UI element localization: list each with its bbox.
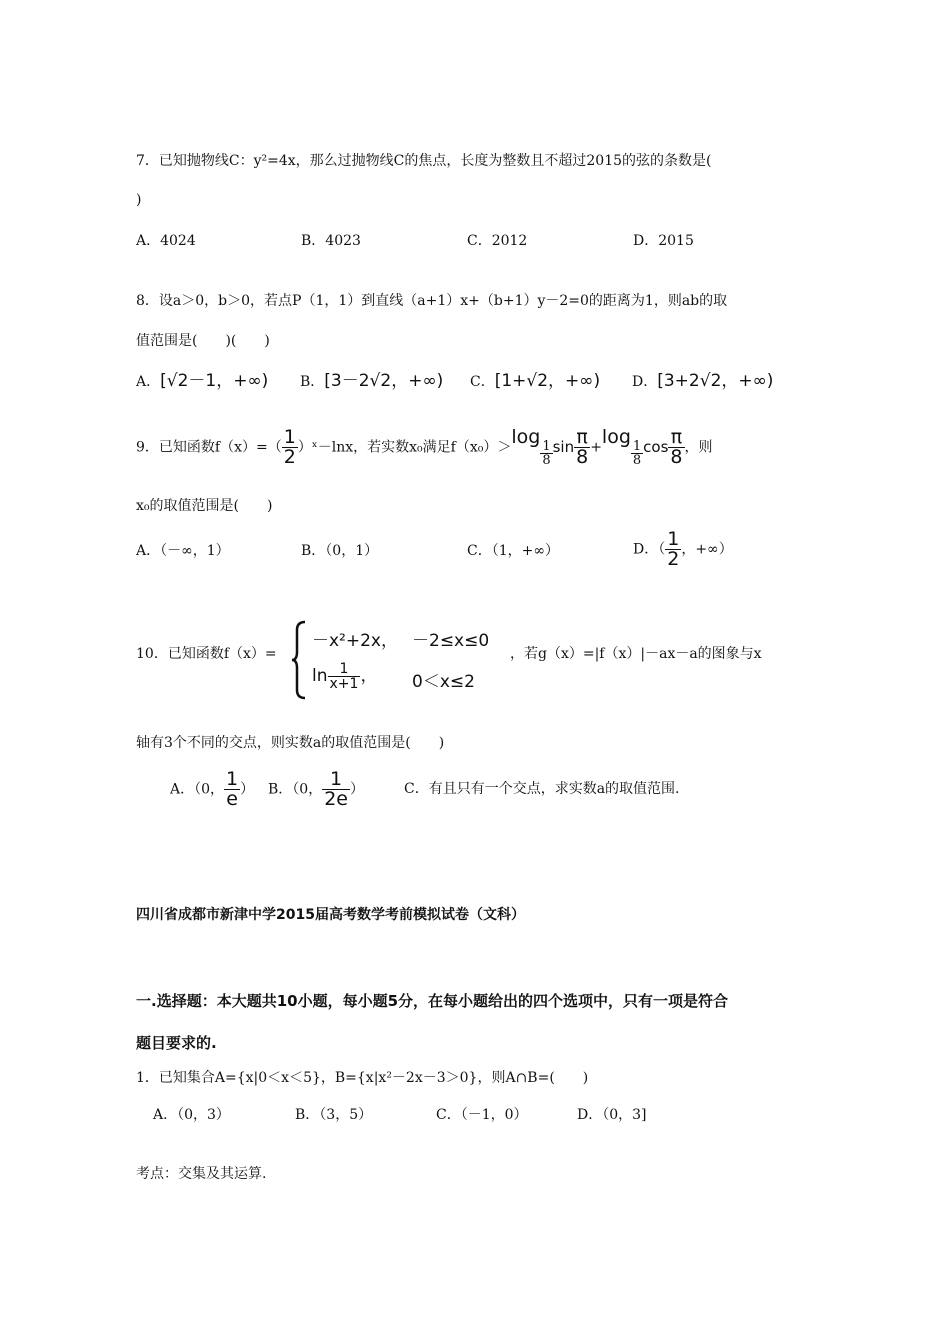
q8-option-a-expr: [√2－1，+∞)	[160, 371, 269, 391]
q7-stem-line2: )	[136, 192, 142, 208]
q9-log2-base: $\frac{1}{8}$	[632, 439, 642, 468]
q10-option-b: B．（0， $\frac{1}{2e}$ ）	[268, 768, 364, 810]
q9-log1-base: $\frac{1}{8}$	[542, 439, 551, 468]
q8-option-b: B．[3－2√2，+∞)	[300, 371, 444, 391]
q10-option-a: A．（0， $\frac{1}{e}$ ）	[170, 768, 255, 810]
q10-option-b-fraction: $\frac{1}{2e}$	[324, 768, 348, 810]
q10-case1-cond: －2≤x≤0	[412, 631, 490, 651]
q9-option-d: D．（ $\frac{1}{2}$ ，+∞）	[633, 528, 733, 570]
q9-fraction-half: $\frac{1}{2}$	[283, 426, 296, 468]
q9-pi-over-8-a: $\frac{\pi}{8}$	[576, 426, 589, 468]
q7-stem-line1: 7．已知抛物线C：y²=4x，那么过抛物线C的焦点，长度为整数且不超过2015的弦的条数是(	[136, 153, 712, 169]
q1-option-c: C．（－1，0）	[436, 1107, 528, 1123]
q10-case2-fraction: $\frac{1}{x+1}$	[329, 661, 359, 692]
q8-stem-line2: 值范围是( )( )	[136, 333, 270, 349]
paper-title: 四川省成都市新津中学2015届高考数学考前模拟试卷（文科）	[136, 907, 525, 923]
q1-option-b: B．（3，5）	[295, 1107, 373, 1123]
q8-option-d-expr: [3+2√2，+∞)	[657, 371, 774, 391]
q9-stem-line2: x₀的取值范围是( )	[136, 498, 273, 514]
q10-stem-suffix: ，若g（x）=|f（x）|－ax－a的图象与x	[510, 646, 762, 662]
q9-pi-over-8-b: $\frac{\pi}{8}$	[670, 426, 683, 468]
q1-option-d: D．（0，3]	[577, 1107, 647, 1123]
q8-option-b-expr: [3－2√2，+∞)	[324, 371, 444, 391]
kaodian-note: 考点：交集及其运算.	[136, 1166, 267, 1182]
q9-option-c: C．（1，+∞）	[467, 543, 560, 559]
q10-case2-expr: ln $\frac{1}{x+1}$ ，	[312, 661, 378, 692]
section-heading-line1: 一.选择题：本大题共10小题，每小题5分，在每小题给出的四个选项中，只有一项是符合	[136, 992, 729, 1010]
section-heading-line2: 题目要求的.	[136, 1034, 217, 1052]
q9-option-b: B．（0，1）	[301, 543, 379, 559]
q1-stem: 1．已知集合A={x|0＜x＜5}，B={x|x²－2x－3＞0}，则A∩B=( )	[136, 1070, 589, 1086]
q8-option-d: D．[3+2√2，+∞)	[632, 371, 774, 391]
q10-option-c: C．有且只有一个交点，求实数a的取值范围.	[404, 781, 680, 797]
q9-option-d-fraction: $\frac{1}{2}$	[667, 528, 680, 570]
q8-option-c: C．[1+√2，+∞)	[470, 371, 601, 391]
q7-option-c: C．2012	[467, 233, 528, 249]
q8-stem-line1: 8．设a＞0，b＞0，若点P（1，1）到直线（a+1）x+（b+1）y－2=0的距离为1，则ab的取	[136, 293, 728, 309]
q1-option-a: A．（0，3）	[153, 1107, 230, 1123]
q9-stem-line1: 9．已知函数f（x）=（ $\frac{1}{2}$ ）ˣ－lnx，若实数x₀满足f（x₀）＞log $\frac{1}{8}$ sin $\frac{\pi}{8}$ +log $\frac{1}{8}$ cos $\frac{\pi}{8}$ ，则	[136, 426, 713, 468]
q10-stem-prefix: 10．已知函数f（x）=	[136, 646, 277, 662]
q8-option-a: A．[√2－1，+∞)	[136, 371, 269, 391]
q10-case2-cond: 0＜x≤2	[412, 672, 475, 692]
q9-option-a: A．（－∞，1）	[136, 543, 230, 559]
q7-option-a: A．4024	[136, 233, 196, 249]
left-brace-icon	[291, 620, 309, 700]
q10-case1-expr: －x²+2x，	[312, 631, 398, 651]
q8-option-c-expr: [1+√2，+∞)	[494, 371, 601, 391]
q10-stem-line2: 轴有3个不同的交点，则实数a的取值范围是( )	[136, 735, 445, 751]
q7-option-d: D．2015	[633, 233, 694, 249]
q10-option-a-fraction: $\frac{1}{e}$	[226, 768, 239, 810]
q7-option-b: B．4023	[301, 233, 361, 249]
